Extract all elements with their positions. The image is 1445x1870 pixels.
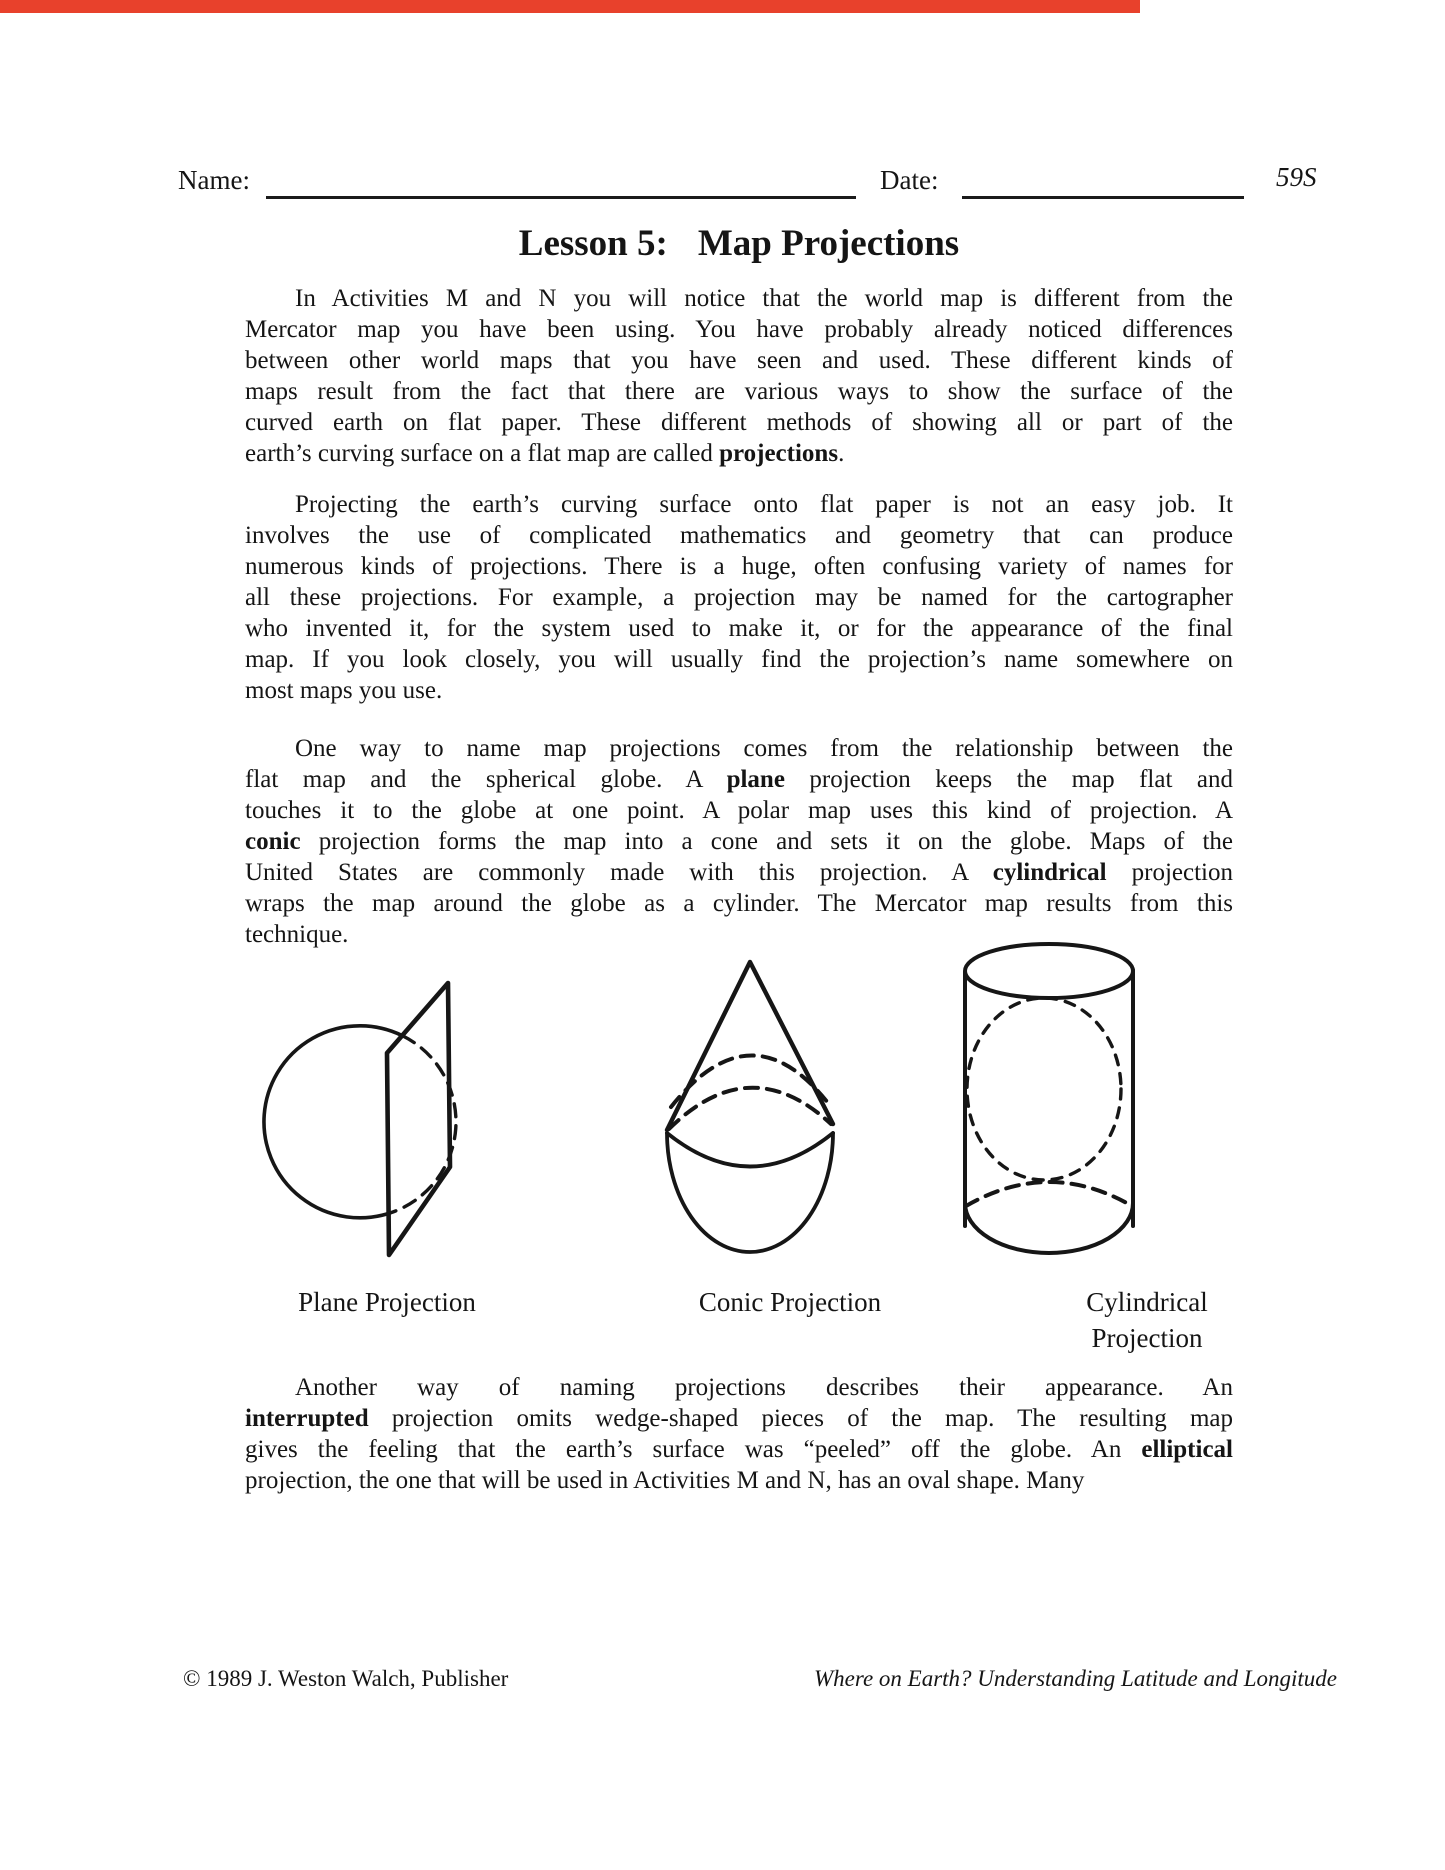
lesson-subject: Map Projections [697, 223, 960, 264]
name-label: Name: [178, 165, 250, 195]
lesson-title [245, 222, 1233, 265]
date-label: Date: [880, 165, 939, 195]
body-paragraph-1: In Activities M and N you will notice that the world map is different from the Mercator map you have been using. You have probably already noticed differences between other world maps that you have seen and used. These different kinds of maps result from the fact that there are various ways to show the surface of the curved earth on flat paper. These different methods of showing all or part of the earth’s curving surface on a flat map are called projections. [245, 285, 1233, 467]
copyright-notice: © 1989 J. Weston Walch, Publisher [183, 1666, 509, 1691]
scan-edge-artifact [0, 0, 1140, 13]
cylindrical-caption-line1: Cylindrical [1086, 1287, 1208, 1317]
cylindrical-projection-diagram [965, 944, 1133, 1253]
body-paragraph-4: Another way of naming projections describes their appearance. An interrupted projection omits wedge-shaped pieces of the map. The resulting map gives the feeling that the earth’s surface was “peeled” off the globe. An elliptical projection, the one that will be used in Activities M and N, has an oval shape. Many [245, 1374, 1233, 1494]
date-fill-line[interactable] [962, 196, 1244, 199]
projection-diagrams-figure [230, 935, 1250, 1270]
name-fill-line[interactable] [266, 196, 856, 199]
book-title: Where on Earth? Understanding Latitude and Longitude [813, 1666, 1337, 1691]
page-code: 59S [1276, 162, 1317, 192]
plane-projection-diagram [264, 983, 456, 1255]
conic-projection-diagram [667, 962, 833, 1252]
plane-projection-caption: Plane Projection [298, 1287, 476, 1317]
body-paragraph-2: Projecting the earth’s curving surface onto flat paper is not an easy job. It involves the use of complicated mathematics and geometry that can produce numerous kinds of projections. There is a huge, often confusing variety of names for all these projections. For example, a projection may be named for the cartographer who invented it, for the system used to make it, or for the appearance of the final map. If you look closely, you will usually find the projection’s name somewhere on most maps you use. [245, 491, 1233, 704]
cylindrical-caption-line2: Projection [1091, 1323, 1203, 1353]
cylindrical-projection-caption [1027, 1284, 1267, 1356]
lesson-number: Lesson 5: [518, 223, 668, 264]
body-paragraph-3: One way to name map projections comes from the relationship between the flat map and the spherical globe. A plane projection keeps the map flat and touches it to the globe at one point. A polar map uses this kind of projection. A conic projection forms the map into a cone and sets it on the globe. Maps of the United States are commonly made with this projection. A cylindrical projection wraps the map around the globe as a cylinder. The Mercator map results from this technique. [245, 735, 1233, 948]
conic-projection-caption: Conic Projection [698, 1287, 882, 1317]
